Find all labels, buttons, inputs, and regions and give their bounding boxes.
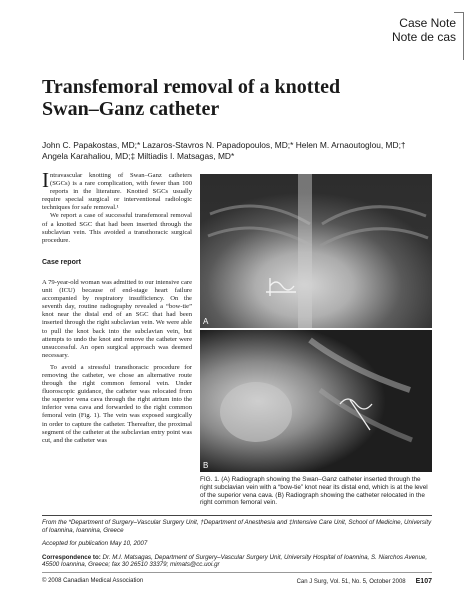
- case-report-heading: Case report: [42, 258, 81, 266]
- corner-rule-vertical: [463, 12, 464, 60]
- chest-radiograph-image: [200, 174, 432, 328]
- correspondence-label: Correspondence to:: [42, 553, 101, 561]
- title-line-2: Swan–Ganz catheter: [42, 98, 220, 120]
- footnote-rule: [42, 515, 432, 516]
- section-tag-english: Case Note: [399, 16, 456, 30]
- author-list: [42, 140, 442, 162]
- body-column: [42, 168, 192, 445]
- correspondence-note: [42, 554, 437, 569]
- figure-label-a: A: [203, 317, 209, 326]
- pelvic-radiograph-image: [200, 330, 432, 472]
- footer-rule: [42, 572, 432, 573]
- article-title: [42, 76, 422, 120]
- radiograph-b: [200, 330, 432, 472]
- correspondence-text: Dr. M.I. Matsagas, Department of Surgery–Vascular Surgery Unit, University Hospital of Ioannina, S. Niarchos Avenue, 45500 Ioannina, Greece; fax 30 26510 33379; mimats@cc.uoi.gr: [42, 553, 428, 569]
- radiograph-a: [200, 174, 432, 328]
- authors-line-2: Angela Karahaliou, MD;‡ Miltiadis I. Matsagas, MD*: [42, 151, 235, 161]
- footnotes: [42, 519, 437, 569]
- title-line-1: Transfemoral removal of a knotted: [42, 76, 341, 98]
- intro-paragraph: [42, 168, 192, 212]
- affiliations-note: From the *Department of Surgery–Vascular Surgery Unit, †Department of Anesthesia and ‡Intensive Care Unit, School of Medicine, University of Ioannina, Ioannina, Greece: [42, 519, 432, 534]
- case-paragraph-2: To avoid a stressful transthoracic procedure for removing the catheter, we chose an alternative route through the right common femoral vein. Under fluoroscopic guidance, the catheter was relocated from the superior vena cava through the right atrium into the inferior vena cava and forwarded to the right common femoral vein (Fig. 1). The vein was exposed surgically in order to capture the catheter. Thereafter, the proximal segment of the catheter at the subclavian entry point was cut, and the catheter was: [42, 363, 192, 444]
- corner-rule-horizontal: [454, 12, 464, 13]
- report-paragraph: We report a case of successful transfemoral removal of a knotted SGC that had been inserted through the subclavian vein. This avoided a transthoracic surgical procedure.: [42, 212, 192, 244]
- copyright-footer: © 2008 Canadian Medical Association: [42, 578, 144, 584]
- page-number: E107: [415, 578, 432, 585]
- drop-cap: I: [42, 168, 49, 192]
- journal-footer: [297, 578, 432, 585]
- intro-text: ntravascular knotting of Swan–Ganz catheters (SGCs) is a rare complication, with fewer than 100 reports in the literature. Knotted SGCs usually require special surgical or interventional radiologic techniques for safe removal.¹: [42, 172, 192, 212]
- case-paragraph-1: A 79-year-old woman was admitted to our intensive care unit (ICU) because of end-stage heart failure accompanied by respiratory insufficiency. On the seventh day, routine radiography revealed a “bow-tie” knot near the distal end of an SGC that had been inserted through the right subclavian vein. We were able to pull the knot back into the subclavian vein, but attempts to undo the knot and remove the catheter were unsuccessful. An open surgical approach was deemed necessary.: [42, 278, 192, 359]
- authors-line-1: John C. Papakostas, MD;* Lazaros-Stavros N. Papadopoulos, MD;* Helen M. Arnaoutoglou, MD;†: [42, 140, 406, 150]
- figure-caption: FIG. 1. (A) Radiograph showing the Swan–Ganz catheter inserted through the right subclavian vein with a “bow-tie” knot near its distal end, which is at the level of the superior vena cava. (B) Radiograph showing the catheter relocated in the right common femoral vein.: [200, 476, 428, 507]
- section-tag-french: Note de cas: [391, 30, 456, 44]
- section-tag: [392, 16, 456, 44]
- accepted-note: Accepted for publication May 10, 2007: [42, 540, 148, 548]
- journal-citation: Can J Surg, Vol. 51, No. 5, October 2008: [296, 579, 406, 585]
- figure-label-b: B: [203, 461, 209, 470]
